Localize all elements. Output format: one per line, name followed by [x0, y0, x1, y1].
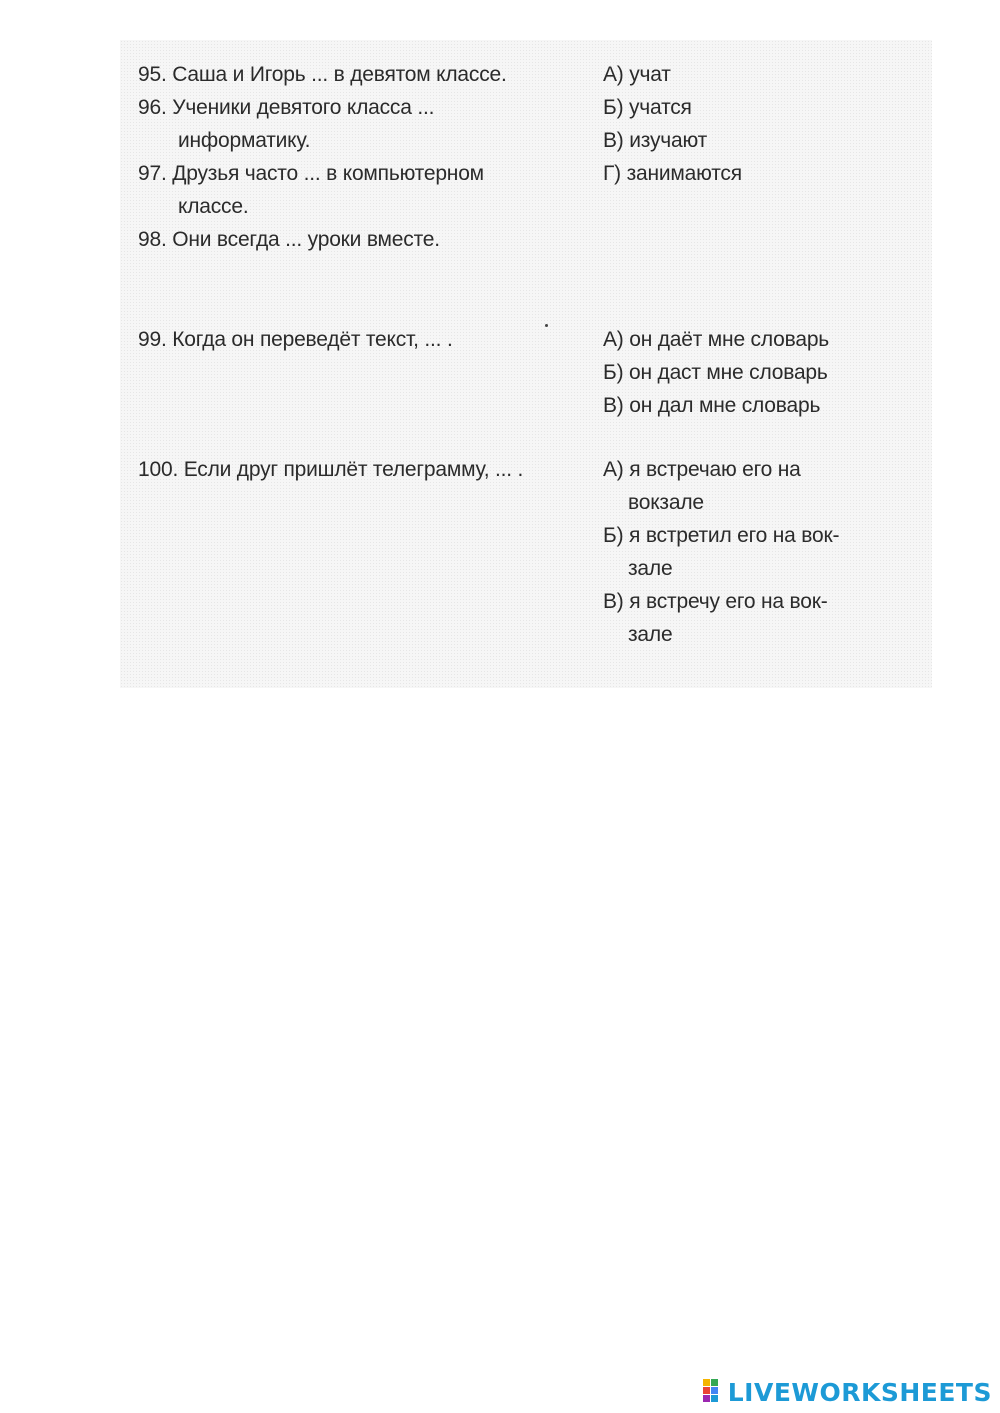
- option-v-block2: В) он дал мне словарь: [603, 394, 821, 417]
- question-number: 99.: [138, 328, 167, 351]
- question-text: Друзья часто ... в компьютерном: [172, 162, 484, 185]
- question-97: [138, 157, 484, 190]
- option-v-block1: В) изучают: [603, 129, 707, 152]
- option-v-block3: В) я встречу его на вок-: [603, 590, 828, 613]
- question-number: 100.: [138, 458, 179, 481]
- option-a-block1: А) учат: [603, 63, 671, 86]
- option-a-block3: А) я встречаю его на: [603, 458, 801, 481]
- question-96-continuation: информатику.: [178, 129, 311, 152]
- question-text: Если друг пришлёт телеграмму, ... .: [183, 458, 524, 481]
- option-b-block1: Б) учатся: [603, 96, 692, 119]
- question-text: Ученики девятого класса ...: [172, 96, 435, 119]
- question-number: 96.: [138, 96, 167, 119]
- question-number: 95.: [138, 63, 167, 86]
- question-text: Саша и Игорь ... в девятом классе.: [172, 63, 507, 86]
- option-a-block3-continuation: вокзале: [628, 491, 704, 514]
- question-text: Они всегда ... уроки вместе.: [172, 228, 440, 251]
- liveworksheets-logo: [703, 1377, 992, 1407]
- option-b-block3: Б) я встретил его на вок-: [603, 524, 840, 547]
- option-b-block2: Б) он даст мне словарь: [603, 361, 828, 384]
- liveworksheets-cubes-icon: [703, 1379, 725, 1405]
- question-text: Когда он переведёт текст, ... .: [172, 328, 453, 351]
- question-99: [138, 323, 453, 356]
- question-98: [138, 223, 440, 256]
- question-96: [138, 91, 434, 124]
- option-v-block3-continuation: зале: [628, 623, 673, 646]
- logo-text: LIVEWORKSHEETS: [727, 1377, 992, 1407]
- question-95: [138, 58, 507, 91]
- question-97-continuation: классе.: [178, 195, 249, 218]
- question-number: 97.: [138, 162, 167, 185]
- question-100: [138, 453, 523, 486]
- option-a-block2: А) он даёт мне словарь: [603, 328, 830, 351]
- option-g-block1: Г) занимаются: [603, 162, 742, 185]
- option-b-block3-continuation: зале: [628, 557, 673, 580]
- stray-dot: [545, 324, 548, 327]
- question-number: 98.: [138, 228, 167, 251]
- exercise-card: [120, 40, 932, 688]
